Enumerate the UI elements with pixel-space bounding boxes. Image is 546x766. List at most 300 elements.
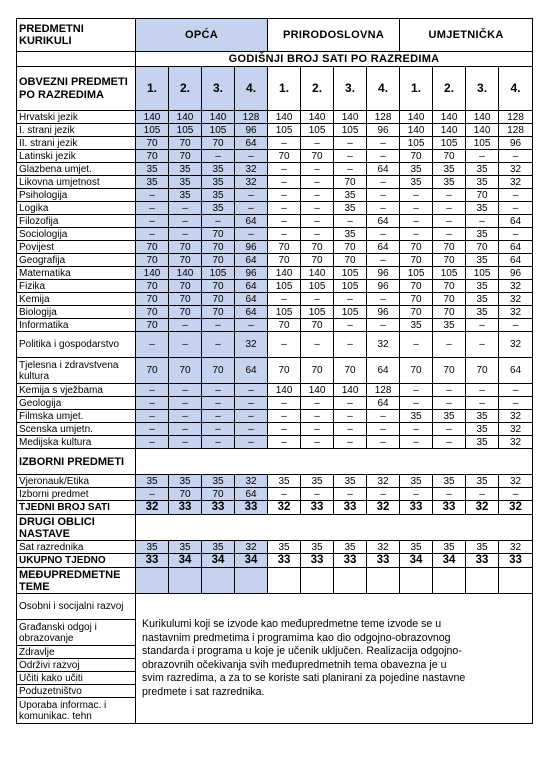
value-cell: 32 (499, 280, 533, 293)
value-cell: – (268, 293, 301, 306)
value-cell: 140 (433, 124, 466, 137)
value-cell: 128 (235, 111, 268, 124)
value-cell: 96 (367, 280, 400, 293)
value-cell: 70 (400, 358, 433, 384)
value-cell: – (400, 189, 433, 202)
value-cell: 35 (400, 541, 433, 554)
value-cell: 70 (202, 293, 235, 306)
value-cell: 32 (499, 332, 533, 358)
weekly-total-value: 33 (301, 501, 334, 515)
value-cell: 35 (466, 202, 499, 215)
value-cell: 64 (367, 241, 400, 254)
table-row (17, 332, 533, 358)
row-label: Hrvatski jezik (17, 111, 136, 124)
table-row (17, 267, 533, 280)
row-label: Glazbena umjet. (17, 163, 136, 176)
value-cell: 105 (433, 267, 466, 280)
value-cell: 105 (466, 267, 499, 280)
value-cell: 105 (202, 267, 235, 280)
value-cell: 35 (202, 176, 235, 189)
row-label: Politika i gospodarstvo (17, 332, 136, 358)
grade-label: 3. (334, 67, 367, 111)
note-line: predmete i sat razrednika. (142, 685, 265, 698)
value-cell: 128 (367, 111, 400, 124)
value-cell: 70 (202, 306, 235, 319)
note-line: Kurikulumi koji se izvode kao međupredmetne teme izvode se u (142, 618, 442, 630)
value-cell: – (235, 436, 268, 449)
value-cell: – (169, 332, 202, 358)
value-cell: – (367, 423, 400, 436)
value-cell: 35 (136, 541, 169, 554)
section-title-row (17, 515, 533, 541)
value-cell: 35 (334, 541, 367, 554)
value-cell: – (136, 384, 169, 397)
section-title-row (17, 449, 533, 475)
grade-label: 3. (202, 67, 235, 111)
value-cell: 64 (235, 280, 268, 293)
value-cell: 70 (136, 280, 169, 293)
value-cell: 70 (202, 358, 235, 384)
value-cell: 70 (466, 358, 499, 384)
value-cell: – (400, 332, 433, 358)
value-cell: 70 (169, 241, 202, 254)
value-cell: 140 (202, 111, 235, 124)
value-cell: – (433, 189, 466, 202)
annual-hours-title: GODIŠNJI BROJ SATI PO RAZREDIMA (136, 52, 533, 67)
value-cell: 70 (202, 254, 235, 267)
value-cell: – (301, 189, 334, 202)
value-cell: – (268, 436, 301, 449)
value-cell: – (301, 436, 334, 449)
value-cell: – (169, 410, 202, 423)
value-cell: 70 (136, 241, 169, 254)
value-cell: – (334, 293, 367, 306)
value-cell: – (301, 332, 334, 358)
table-row (17, 189, 533, 202)
empty-cell (169, 568, 202, 594)
value-cell: 105 (202, 124, 235, 137)
note-line: standarda i programa u koje je učenik uključen. Realizacija odgojno- (142, 645, 462, 657)
value-cell: 105 (466, 137, 499, 150)
value-cell: 64 (499, 358, 533, 384)
value-cell: – (202, 410, 235, 423)
value-cell: 70 (136, 293, 169, 306)
row-label: Tjelesna i zdravstvena kultura (17, 358, 136, 384)
empty-span (136, 515, 533, 541)
value-cell: – (136, 189, 169, 202)
value-cell: 35 (466, 293, 499, 306)
value-cell: – (400, 436, 433, 449)
value-cell: – (202, 384, 235, 397)
value-cell: 70 (169, 293, 202, 306)
grade-label: 3. (466, 67, 499, 111)
value-cell: 35 (433, 541, 466, 554)
value-cell: 70 (433, 358, 466, 384)
value-cell: 140 (301, 267, 334, 280)
value-cell: 96 (235, 241, 268, 254)
grand-total-label: UKUPNO TJEDNO (17, 554, 136, 568)
value-cell: 105 (400, 267, 433, 280)
curriculum-hours-table (16, 18, 533, 724)
value-cell: 35 (202, 189, 235, 202)
value-cell: – (499, 150, 533, 163)
value-cell: – (235, 384, 268, 397)
value-cell: 70 (433, 293, 466, 306)
value-cell: – (334, 163, 367, 176)
value-cell: 64 (235, 254, 268, 267)
table-row (17, 384, 533, 397)
value-cell: – (268, 332, 301, 358)
weekly-total-label: TJEDNI BROJ SATI (17, 501, 136, 515)
value-cell: 35 (400, 410, 433, 423)
value-cell: 70 (136, 319, 169, 332)
value-cell: – (466, 397, 499, 410)
empty-cell (301, 568, 334, 594)
value-cell: – (301, 423, 334, 436)
table-row (17, 358, 533, 384)
value-cell: 70 (400, 150, 433, 163)
value-cell: 35 (433, 163, 466, 176)
value-cell: – (268, 488, 301, 501)
value-cell: 105 (400, 137, 433, 150)
value-cell: – (499, 488, 533, 501)
value-cell: – (301, 397, 334, 410)
value-cell: – (268, 202, 301, 215)
value-cell: 35 (202, 541, 235, 554)
row-label: Kemija (17, 293, 136, 306)
value-cell: 140 (466, 111, 499, 124)
value-cell: – (202, 319, 235, 332)
topic-label: Održivi razvoj (17, 659, 136, 672)
value-cell: 70 (466, 189, 499, 202)
value-cell: – (466, 488, 499, 501)
cross-curricular-title-row (17, 568, 533, 594)
value-cell: – (400, 488, 433, 501)
value-cell: 70 (169, 358, 202, 384)
value-cell: 35 (466, 436, 499, 449)
table-row (17, 423, 533, 436)
row-label: II. strani jezik (17, 137, 136, 150)
grand-total-value: 33 (268, 554, 301, 568)
value-cell: – (301, 202, 334, 215)
grand-total-value: 34 (235, 554, 268, 568)
value-cell: – (169, 228, 202, 241)
value-cell: – (367, 202, 400, 215)
value-cell: 70 (202, 228, 235, 241)
value-cell: 70 (400, 241, 433, 254)
value-cell: 64 (235, 215, 268, 228)
value-cell: 96 (235, 124, 268, 137)
value-cell: – (433, 202, 466, 215)
value-cell: 140 (136, 111, 169, 124)
grand-total-value: 34 (202, 554, 235, 568)
table-row (17, 176, 533, 189)
value-cell: – (268, 423, 301, 436)
program-opca: OPĆA (136, 19, 268, 52)
value-cell: – (169, 319, 202, 332)
value-cell: 64 (367, 358, 400, 384)
value-cell: 35 (466, 541, 499, 554)
value-cell: 32 (367, 475, 400, 488)
value-cell: – (136, 228, 169, 241)
value-cell: 70 (334, 241, 367, 254)
value-cell: 70 (169, 306, 202, 319)
topic-label: Poduzetništvo (17, 685, 136, 698)
value-cell: 35 (202, 202, 235, 215)
value-cell: 35 (466, 228, 499, 241)
value-cell: – (466, 150, 499, 163)
grade-header-row (17, 67, 533, 111)
value-cell: 70 (301, 241, 334, 254)
value-cell: 70 (334, 176, 367, 189)
table-row (17, 319, 533, 332)
value-cell: 140 (433, 111, 466, 124)
value-cell: 70 (400, 293, 433, 306)
value-cell: 105 (268, 280, 301, 293)
grade-label: 2. (433, 67, 466, 111)
value-cell: – (301, 215, 334, 228)
value-cell: 70 (268, 241, 301, 254)
value-cell: 105 (433, 137, 466, 150)
value-cell: – (268, 228, 301, 241)
note-line: obrazovnih očekivanja svih međupredmetnih tema obavezna je u (142, 658, 447, 671)
program-header-row (17, 19, 533, 52)
table-row (17, 475, 533, 488)
value-cell: 140 (301, 384, 334, 397)
grade-label: 2. (169, 67, 202, 111)
value-cell: 35 (301, 475, 334, 488)
row-label: Filmska umjet. (17, 410, 136, 423)
value-cell: 32 (499, 410, 533, 423)
value-cell: – (268, 215, 301, 228)
value-cell: – (367, 293, 400, 306)
topic-label: Građanski odgoj i obrazovanje (17, 620, 136, 646)
curriculum-table-container (16, 18, 533, 724)
value-cell: – (235, 410, 268, 423)
value-cell: 35 (400, 176, 433, 189)
value-cell: – (433, 384, 466, 397)
value-cell: 96 (499, 267, 533, 280)
row-label: Sat razrednika (17, 541, 136, 554)
note-line: svim razredima, a za to se koriste sati planirani za pojedine nastavne (142, 672, 466, 684)
row-label: Filozofija (17, 215, 136, 228)
value-cell: 32 (499, 475, 533, 488)
table-row (17, 163, 533, 176)
value-cell: 64 (235, 306, 268, 319)
weekly-total-value: 33 (169, 501, 202, 515)
value-cell: – (136, 332, 169, 358)
cross-curricular-title: MEĐUPREDMETNE TEME (17, 568, 136, 594)
weekly-total-value: 32 (466, 501, 499, 515)
table-row (17, 228, 533, 241)
value-cell: – (235, 202, 268, 215)
value-cell: – (433, 228, 466, 241)
value-cell: – (400, 423, 433, 436)
row-label: Logika (17, 202, 136, 215)
grand-total-value: 33 (466, 554, 499, 568)
value-cell: 32 (367, 332, 400, 358)
value-cell: – (202, 436, 235, 449)
value-cell: 70 (169, 254, 202, 267)
value-cell: – (466, 319, 499, 332)
value-cell: 35 (466, 475, 499, 488)
value-cell: – (499, 397, 533, 410)
value-cell: 70 (400, 254, 433, 267)
value-cell: 35 (169, 541, 202, 554)
row-label: Kemija s vježbama (17, 384, 136, 397)
value-cell: 70 (466, 241, 499, 254)
value-cell: 96 (367, 267, 400, 280)
value-cell: 64 (499, 241, 533, 254)
value-cell: – (367, 228, 400, 241)
grade-label: 4. (499, 67, 533, 111)
value-cell: – (367, 488, 400, 501)
value-cell: 140 (268, 111, 301, 124)
value-cell: – (301, 137, 334, 150)
weekly-total-value: 32 (499, 501, 533, 515)
value-cell: 35 (400, 319, 433, 332)
value-cell: 35 (466, 163, 499, 176)
empty-cell (17, 52, 136, 67)
value-cell: 35 (169, 189, 202, 202)
value-cell: 32 (499, 423, 533, 436)
value-cell: – (334, 332, 367, 358)
value-cell: 105 (301, 306, 334, 319)
value-cell: – (169, 202, 202, 215)
table-row (17, 280, 533, 293)
row-label: Povijest (17, 241, 136, 254)
value-cell: 128 (367, 384, 400, 397)
row-label: Medijska kultura (17, 436, 136, 449)
program-prirodoslovna: PRIRODOSLOVNA (268, 19, 400, 52)
value-cell: 32 (235, 332, 268, 358)
value-cell: – (169, 397, 202, 410)
value-cell: – (433, 423, 466, 436)
row-label: Scenska umjetn. (17, 423, 136, 436)
value-cell: 70 (301, 319, 334, 332)
value-cell: 64 (499, 215, 533, 228)
value-cell: 105 (301, 124, 334, 137)
value-cell: – (202, 423, 235, 436)
row-label: Sociologija (17, 228, 136, 241)
value-cell: – (334, 410, 367, 423)
value-cell: 140 (334, 111, 367, 124)
value-cell: 105 (334, 306, 367, 319)
empty-cell (136, 568, 169, 594)
value-cell: 70 (400, 280, 433, 293)
value-cell: – (235, 150, 268, 163)
value-cell: 35 (466, 254, 499, 267)
value-cell: 70 (433, 241, 466, 254)
value-cell: – (433, 397, 466, 410)
value-cell: 32 (367, 541, 400, 554)
weekly-total-value: 32 (268, 501, 301, 515)
value-cell: 32 (499, 176, 533, 189)
value-cell: 105 (334, 280, 367, 293)
grand-total-value: 34 (433, 554, 466, 568)
value-cell: – (235, 228, 268, 241)
value-cell: – (400, 228, 433, 241)
value-cell: 64 (367, 397, 400, 410)
empty-cell (235, 568, 268, 594)
value-cell: – (202, 397, 235, 410)
table-body (17, 19, 533, 724)
table-row (17, 254, 533, 267)
value-cell: 35 (301, 541, 334, 554)
value-cell: 128 (499, 111, 533, 124)
compulsory-title: OBVEZNI PREDMETI PO RAZREDIMA (17, 67, 136, 111)
row-label: Izborni predmet (17, 488, 136, 501)
table-row (17, 293, 533, 306)
empty-cell (268, 568, 301, 594)
value-cell: – (499, 384, 533, 397)
value-cell: 140 (268, 384, 301, 397)
value-cell: – (235, 319, 268, 332)
grade-label: 4. (235, 67, 268, 111)
value-cell: 70 (202, 280, 235, 293)
value-cell: 105 (268, 306, 301, 319)
value-cell: 105 (268, 124, 301, 137)
value-cell: – (136, 410, 169, 423)
value-cell: 64 (367, 215, 400, 228)
value-cell: 70 (301, 150, 334, 163)
row-label: Geologija (17, 397, 136, 410)
value-cell: 32 (235, 176, 268, 189)
value-cell: 140 (301, 111, 334, 124)
value-cell: 32 (235, 475, 268, 488)
value-cell: 70 (301, 358, 334, 384)
value-cell: 35 (433, 319, 466, 332)
value-cell: – (169, 436, 202, 449)
value-cell: – (301, 410, 334, 423)
value-cell: – (367, 189, 400, 202)
value-cell: – (367, 319, 400, 332)
row-label: Biologija (17, 306, 136, 319)
value-cell: – (136, 215, 169, 228)
grand-total-row (17, 554, 533, 568)
value-cell: 70 (268, 254, 301, 267)
corner-label: PREDMETNI KURIKULI (17, 19, 136, 52)
value-cell: – (301, 176, 334, 189)
grand-total-value: 33 (136, 554, 169, 568)
row-label: Matematika (17, 267, 136, 280)
value-cell: – (466, 332, 499, 358)
elective-title: IZBORNI PREDMETI (17, 449, 136, 475)
empty-cell (367, 568, 400, 594)
value-cell: – (268, 189, 301, 202)
value-cell: – (268, 397, 301, 410)
value-cell: 70 (169, 137, 202, 150)
weekly-total-value: 33 (334, 501, 367, 515)
value-cell: 32 (499, 163, 533, 176)
empty-cell (334, 568, 367, 594)
value-cell: – (136, 397, 169, 410)
value-cell: 70 (169, 280, 202, 293)
note-line: nastavnim predmetima i programima kao dio odgojno-obrazovnog (142, 631, 451, 644)
weekly-total-value: 33 (433, 501, 466, 515)
value-cell: 128 (499, 124, 533, 137)
value-cell: 32 (235, 163, 268, 176)
value-cell: – (433, 436, 466, 449)
value-cell: 96 (367, 306, 400, 319)
value-cell: – (202, 215, 235, 228)
topic-row (17, 594, 533, 620)
value-cell: 64 (235, 358, 268, 384)
grade-label: 2. (301, 67, 334, 111)
value-cell: 70 (433, 306, 466, 319)
value-cell: 32 (235, 541, 268, 554)
grand-total-value: 33 (499, 554, 533, 568)
